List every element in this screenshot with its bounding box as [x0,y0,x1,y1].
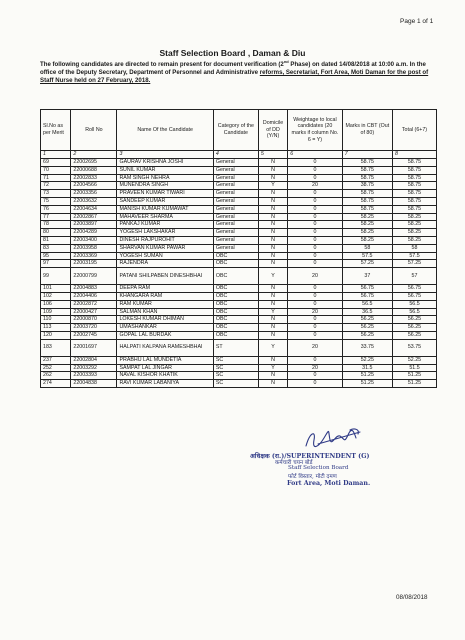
cell-total: 58.25 [392,221,436,229]
cell-sl-no: 120 [41,331,71,339]
cell-candidate-name: RAJENDRA [117,260,213,268]
table-row [41,236,437,244]
cell-candidate-name: HALPATI KALPANA RAMESHBHAI [117,339,213,356]
cell-weightage: 0 [288,236,342,244]
table-row [41,380,437,388]
cell-marks: 58.75 [342,174,392,182]
cell-candidate-name: YOGESH LAKSHAKAR [117,229,213,237]
cell-roll-no: 22003195 [71,260,117,268]
table-row [41,292,437,300]
cell-category: OBC [213,308,258,316]
table-row [41,316,437,324]
cell-category: General [213,213,258,221]
cell-marks: 31.5 [342,364,392,372]
cell-weightage: 0 [288,316,342,324]
cell-total: 56.75 [392,285,436,293]
cell-sl-no: 97 [41,260,71,268]
cell-domicile: N [258,244,287,252]
cell-domicile: N [258,380,287,388]
stamp-line: फोर्ट विस्तार, मोटी दमण [288,474,337,480]
cell-roll-no: 22002872 [71,300,117,308]
table-row [41,308,437,316]
stamp-line: कर्मचारी चयन बोर्ड [275,460,313,466]
cell-total: 58.25 [392,213,436,221]
cell-domicile: N [258,236,287,244]
cell-roll-no: 22004289 [71,229,117,237]
cell-total: 52.25 [392,356,436,364]
table-row [41,244,437,252]
cell-marks: 56.5 [342,300,392,308]
cell-candidate-name: PRABHU LAL MUNDETIA [117,356,213,364]
cell-roll-no: 22000799 [71,268,117,285]
column-number-row [41,151,437,159]
cell-category: OBC [213,331,258,339]
table-row [41,356,437,364]
table-row [41,221,437,229]
page-number: Page 1 of 1 [400,18,434,25]
cell-category: General [213,174,258,182]
cell-category: General [213,190,258,198]
cell-total: 51.25 [392,380,436,388]
cell-roll-no: 22002745 [71,331,117,339]
stamp-line: Fort Area, Moti Daman. [287,480,371,487]
cell-sl-no: 262 [41,372,71,380]
cell-domicile: N [258,205,287,213]
cell-sl-no: 102 [41,292,71,300]
cell-roll-no: 22002804 [71,356,117,364]
cell-weightage: 20 [288,364,342,372]
table-row [41,159,437,167]
cell-sl-no: 71 [41,174,71,182]
table-header-row [41,110,437,151]
cell-weightage: 0 [288,285,342,293]
cell-candidate-name: YOGESH SUMAN [117,252,213,260]
cell-domicile: N [258,159,287,167]
footer-date: 08/08/2018 [396,594,428,601]
cell-total: 57.25 [392,260,436,268]
cell-weightage: 0 [288,252,342,260]
cell-total: 51.5 [392,364,436,372]
cell-marks: 58.75 [342,166,392,174]
cell-domicile: N [258,174,287,182]
cell-sl-no: 183 [41,339,71,356]
cell-marks: 57.25 [342,260,392,268]
cell-sl-no: 101 [41,285,71,293]
cell-sl-no: 77 [41,213,71,221]
cell-category: SC [213,372,258,380]
cell-marks: 58.25 [342,236,392,244]
cell-roll-no: 22003356 [71,190,117,198]
cell-domicile: Y [258,268,287,285]
cell-total: 56.25 [392,316,436,324]
cell-domicile: Y [258,308,287,316]
cell-candidate-name: RAM KUMAR [117,300,213,308]
cell-total: 51.25 [392,372,436,380]
table-body [41,159,437,388]
cell-weightage: 0 [288,197,342,205]
cell-roll-no: 22003393 [71,372,117,380]
cell-category: General [213,205,258,213]
cell-candidate-name: DINESH RAJPUROHIT [117,236,213,244]
column-number: 1 [41,151,71,159]
cell-category: General [213,197,258,205]
intro-superscript: nd [283,59,289,64]
cell-candidate-name: SALMAN KHAN [117,308,213,316]
cell-category: OBC [213,324,258,332]
cell-candidate-name: SUNIL KUMAR [117,166,213,174]
table-row [41,197,437,205]
cell-weightage: 0 [288,166,342,174]
cell-total: 58.75 [392,205,436,213]
cell-marks: 58.75 [342,197,392,205]
cell-marks: 58.75 [342,190,392,198]
header-weightage: Weightage to local candidates (20 marks if column No. 6 = Y) [288,110,342,151]
cell-candidate-name: SANDEEP KUMAR [117,197,213,205]
cell-marks: 56.75 [342,285,392,293]
cell-category: SC [213,380,258,388]
cell-domicile: N [258,331,287,339]
cell-weightage: 0 [288,292,342,300]
cell-marks: 56.25 [342,316,392,324]
cell-weightage: 0 [288,213,342,221]
cell-roll-no: 22004634 [71,205,117,213]
cell-domicile: N [258,221,287,229]
cell-domicile: N [258,213,287,221]
cell-marks: 52.25 [342,356,392,364]
cell-total: 56.25 [392,324,436,332]
cell-weightage: 0 [288,159,342,167]
cell-sl-no: 75 [41,197,71,205]
table-row [41,260,437,268]
cell-candidate-name: MANISH KUMAR KUMAWAT [117,205,213,213]
cell-roll-no: 22003292 [71,364,117,372]
header-roll-no: Roll No [71,110,117,151]
cell-weightage: 0 [288,300,342,308]
cell-marks: 33.75 [342,339,392,356]
cell-total: 58.75 [392,166,436,174]
cell-sl-no: 81 [41,236,71,244]
cell-total: 57.5 [392,252,436,260]
column-number: 6 [288,151,342,159]
cell-marks: 56.25 [342,331,392,339]
cell-marks: 51.25 [342,372,392,380]
cell-marks: 58.25 [342,229,392,237]
cell-candidate-name: NAVAL KISHOR KHATIK [117,372,213,380]
cell-sl-no: 70 [41,166,71,174]
table-row [41,182,437,190]
merit-table [40,109,437,388]
table-row [41,166,437,174]
cell-marks: 56.75 [342,292,392,300]
cell-category: General [213,236,258,244]
cell-domicile: N [258,372,287,380]
cell-candidate-name: UMASHANKAR [117,324,213,332]
cell-total: 57 [392,268,436,285]
cell-weightage: 20 [288,268,342,285]
cell-domicile: Y [258,182,287,190]
table-row [41,364,437,372]
header-marks-cbt: Marks in CBT (Out of 80) [342,110,392,151]
intro-text-2: Phase) on dated 14/08/2018 at 10:00 a.m. In the office of the Deputy Secretary, Department of Personnel and Administrative [40,61,426,77]
cell-sl-no: 237 [41,356,71,364]
cell-roll-no: 22000870 [71,316,117,324]
cell-category: General [213,182,258,190]
cell-candidate-name: SAMPAT LAL JINGAR [117,364,213,372]
cell-domicile: N [258,300,287,308]
cell-domicile: N [258,229,287,237]
cell-weightage: 20 [288,182,342,190]
cell-sl-no: 73 [41,190,71,198]
cell-category: OBC [213,316,258,324]
cell-total: 56.75 [392,292,436,300]
cell-sl-no: 72 [41,182,71,190]
table-row [41,174,437,182]
cell-total: 53.75 [392,339,436,356]
cell-domicile: N [258,292,287,300]
cell-roll-no: 22003720 [71,324,117,332]
cell-roll-no: 22000688 [71,166,117,174]
intro-paragraph [40,58,440,86]
cell-marks: 58.25 [342,221,392,229]
document-title: Staff Selection Board , Daman & Diu [159,48,306,58]
cell-candidate-name: KHANGARA RAM [117,292,213,300]
cell-total: 58.75 [392,190,436,198]
cell-total: 56.25 [392,331,436,339]
stamp-line: अधिक्षक (रा.)/SUPERINTENDENT (G) [250,453,370,460]
table-row [41,190,437,198]
cell-category: OBC [213,260,258,268]
cell-total: 58.25 [392,236,436,244]
intro-underlined-text: reforms, Secretariat, Fort Area, Moti Daman for the post of Staff Nurse held on 27 February, 2018. [40,69,429,85]
cell-sl-no: 252 [41,364,71,372]
cell-weightage: 0 [288,372,342,380]
cell-domicile: N [258,324,287,332]
column-number: 2 [71,151,117,159]
cell-marks: 36.5 [342,308,392,316]
cell-candidate-name: MUNENDRA SINGH [117,182,213,190]
cell-weightage: 20 [288,308,342,316]
cell-total: 58.75 [392,197,436,205]
cell-weightage: 0 [288,190,342,198]
header-sl-no: Sl.No as per Merit [41,110,71,151]
cell-roll-no: 22002867 [71,213,117,221]
cell-weightage: 0 [288,260,342,268]
cell-roll-no: 22003369 [71,252,117,260]
cell-candidate-name: SHARVAN KUMAR PAWAR [117,244,213,252]
cell-sl-no: 99 [41,268,71,285]
cell-weightage: 0 [288,205,342,213]
cell-candidate-name: RAVI KUMAR LABANIYA [117,380,213,388]
table-row [41,331,437,339]
table-row [41,205,437,213]
stamp-line: Staff Selection Board [288,465,349,471]
cell-category: SC [213,356,258,364]
cell-weightage: 0 [288,221,342,229]
signature [298,426,368,452]
cell-category: OBC [213,300,258,308]
column-number: 7 [342,151,392,159]
cell-sl-no: 78 [41,221,71,229]
cell-roll-no: 22004883 [71,285,117,293]
cell-total: 58.75 [392,159,436,167]
cell-candidate-name: DEEPA RAM [117,285,213,293]
cell-domicile: N [258,197,287,205]
cell-domicile: N [258,260,287,268]
intro-text-1: The following candidates are directed to remain present for document verification (2 [40,61,284,69]
table-row [41,213,437,221]
cell-weightage: 0 [288,331,342,339]
cell-sl-no: 274 [41,380,71,388]
cell-roll-no: 22002695 [71,159,117,167]
cell-candidate-name: PANKAJ KUMAR [117,221,213,229]
cell-candidate-name: RAM SINGH NEHRA [117,174,213,182]
cell-roll-no: 22004406 [71,292,117,300]
table-row [41,268,437,285]
cell-domicile: N [258,166,287,174]
cell-sl-no: 76 [41,205,71,213]
cell-total: 58.75 [392,182,436,190]
header-total: Total (6+7) [392,110,436,151]
cell-sl-no: 110 [41,316,71,324]
table-row [41,252,437,260]
cell-candidate-name: PRAVEEN KUMAR TIWARI [117,190,213,198]
table-row [41,229,437,237]
cell-domicile: N [258,316,287,324]
cell-weightage: 0 [288,380,342,388]
cell-weightage: 0 [288,244,342,252]
cell-weightage: 0 [288,174,342,182]
cell-marks: 37 [342,268,392,285]
cell-marks: 56.25 [342,324,392,332]
cell-sl-no: 109 [41,308,71,316]
cell-domicile: N [258,252,287,260]
cell-roll-no: 22003897 [71,221,117,229]
cell-sl-no: 113 [41,324,71,332]
table-row [41,324,437,332]
cell-candidate-name: PATANI SHILPABEN DINESHBHAI [117,268,213,285]
cell-candidate-name: MAHAVEER SHARMA [117,213,213,221]
table-row [41,339,437,356]
header-domicile: Domicile of DD (Y/N) [258,110,287,151]
cell-total: 58.75 [392,174,436,182]
cell-roll-no: 22004838 [71,380,117,388]
cell-roll-no: 22001697 [71,339,117,356]
cell-total: 58.25 [392,229,436,237]
cell-category: OBC [213,285,258,293]
cell-category: General [213,166,258,174]
cell-marks: 58.25 [342,213,392,221]
cell-candidate-name: GAURAV KRISHNA JOSHI [117,159,213,167]
cell-sl-no: 69 [41,159,71,167]
cell-total: 56.5 [392,300,436,308]
cell-roll-no: 22003400 [71,236,117,244]
cell-marks: 58.75 [342,205,392,213]
cell-candidate-name: LOKESH KUMAR DHIMAN [117,316,213,324]
column-number: 4 [213,151,258,159]
table-row [41,372,437,380]
cell-category: OBC [213,268,258,285]
cell-roll-no: 22003632 [71,197,117,205]
cell-category: General [213,229,258,237]
cell-category: General [213,159,258,167]
cell-sl-no: 106 [41,300,71,308]
cell-sl-no: 95 [41,252,71,260]
header-candidate-name: Name Of the Candidate [117,110,213,151]
cell-category: General [213,221,258,229]
cell-category: SC [213,364,258,372]
cell-candidate-name: GOPAL LAL BURDAK [117,331,213,339]
cell-sl-no: 83 [41,244,71,252]
cell-roll-no: 22003958 [71,244,117,252]
cell-sl-no: 80 [41,229,71,237]
cell-marks: 58 [342,244,392,252]
cell-marks: 38.75 [342,182,392,190]
cell-marks: 57.5 [342,252,392,260]
cell-domicile: N [258,285,287,293]
cell-weightage: 0 [288,229,342,237]
cell-roll-no: 22000427 [71,308,117,316]
cell-category: ST [213,339,258,356]
header-category: Category of the Candidate [213,110,258,151]
cell-category: General [213,244,258,252]
cell-roll-no: 22002833 [71,174,117,182]
cell-weightage: 20 [288,339,342,356]
column-number: 5 [258,151,287,159]
cell-domicile: Y [258,364,287,372]
cell-roll-no: 22004566 [71,182,117,190]
column-number: 3 [117,151,213,159]
cell-domicile: N [258,356,287,364]
column-number: 8 [392,151,436,159]
cell-weightage: 0 [288,356,342,364]
cell-total: 58 [392,244,436,252]
cell-weightage: 0 [288,324,342,332]
table-row [41,300,437,308]
cell-domicile: N [258,190,287,198]
cell-marks: 58.75 [342,159,392,167]
table-row [41,285,437,293]
cell-category: OBC [213,252,258,260]
cell-total: 56.5 [392,308,436,316]
cell-domicile: Y [258,339,287,356]
cell-category: OBC [213,292,258,300]
cell-marks: 51.25 [342,380,392,388]
official-stamp [250,426,400,496]
